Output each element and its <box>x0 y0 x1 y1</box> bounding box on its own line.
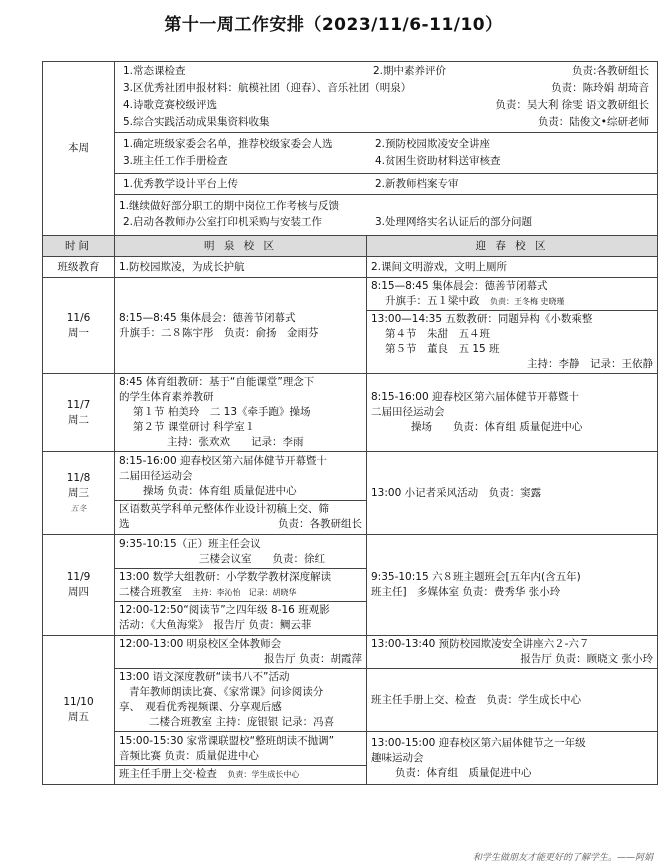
tue-mq-line5: 主持：张欢欢 记录：李雨 <box>167 436 304 448</box>
fri-mq1-line2: 报告厅 负责：胡霞萍 <box>264 653 362 665</box>
class-edu-b: 2.课间文明游戏，文明上厕所 <box>367 257 658 278</box>
tw3-b: 2.新教师档案专审 <box>375 177 459 190</box>
fri-yc1-line1: 13:00-13:40 预防校园欺凌安全讲座六２-六７ <box>371 638 590 650</box>
friday-row-1 <box>43 636 658 669</box>
this-week-block-2 <box>115 133 658 174</box>
tue-mq-line3: 第１节 柏美玲 二 13《牵手跑》操场 <box>133 406 311 418</box>
mon-yc1-owner: 负责：王冬梅 史晓瑾 <box>490 297 565 306</box>
mon-yc2-line2: 第４节 朱甜 五４班 <box>385 328 490 340</box>
tuesday-row <box>43 374 658 452</box>
monday-yingchun <box>367 278 658 374</box>
wednesday-handwritten-note: 五冬 <box>70 503 87 513</box>
monday-date: 11/6 <box>66 311 91 324</box>
tw-item-2-owner: 负责:各教研组长 <box>571 65 650 77</box>
thu-mq1-line2: 三楼会议室 负责：徐红 <box>199 553 325 565</box>
thu-mq2-line2: 二楼合班教室 <box>119 586 182 598</box>
campus-header-row <box>43 236 658 257</box>
tuesday-mingquan <box>115 374 367 452</box>
tue-mq-line1: 8:45 体育组教研：基于“自能课堂”理念下 <box>119 376 315 388</box>
thu-yc-line1: 9:35-10:15 六８班主题班会[五年内(含五年) <box>371 571 581 583</box>
fri-yc3-line2: 趣味运动会 <box>371 751 424 764</box>
tw2-a: 1.确定班级家委会名单，推荐校级家委会人选 <box>123 138 333 150</box>
wed-mq1-line1: 8:15-16:00 迎春校区第六届体健节开幕暨十 <box>119 455 327 467</box>
this-week-row-3 <box>43 174 658 195</box>
thu-yc-line2: 班主任] 多媒体室 负责：费秀华 张小玲 <box>371 586 561 598</box>
this-week-block-4 <box>115 195 658 236</box>
tw-item-4-owner: 负责：吴大利 徐雯 语文教研组长 <box>495 99 650 111</box>
tw4-c: 3.处理网络实名认证后的部分问题 <box>375 216 533 228</box>
mon-yc2-line3: 第５节 董良 五 15 班 <box>385 343 500 355</box>
friday-date: 11/10 <box>63 696 94 708</box>
thursday-mingquan <box>115 535 367 636</box>
wednesday-mingquan <box>115 452 367 535</box>
tue-yc-line3: 操场 负责：体育组 质量促进中心 <box>411 421 583 433</box>
wednesday-date: 11/8 <box>66 471 91 484</box>
friday-cell <box>43 636 115 785</box>
tw-item-2: 2.期中素养评价 <box>373 65 447 77</box>
this-week-row-2 <box>43 133 658 174</box>
monday-mingquan <box>115 278 367 374</box>
this-week-block-1 <box>115 62 658 133</box>
friday-yingchun-1 <box>367 636 658 669</box>
fri-mq1-line1: 12:00-13:00 明泉校区全体教师会 <box>119 638 282 650</box>
fri-mq3-line1: 15:00-15:30 家常课联盟校“整班朗读不抛调” <box>119 735 335 747</box>
wed-yc: 13:00 小记者采风活动 负责：窦露 <box>371 486 542 499</box>
this-week-row-1 <box>43 62 658 133</box>
thu-mq3-line2: 活动：《大鱼海棠》 报告厅 负责：鲷云菲 <box>119 619 312 631</box>
mon-yc2-line4: 主持：李静 记录：王依静 <box>527 358 654 370</box>
monday-row <box>43 278 658 374</box>
fri-mq3-line2: 音频比赛 负责：质量促进中心 <box>119 750 259 762</box>
friday-mingquan-1 <box>115 636 367 669</box>
tw2-b: 2.预防校园欺凌安全讲座 <box>375 138 491 150</box>
header-time: 时间 <box>43 236 115 257</box>
tw-item-1: 1.常态课检查 <box>123 65 186 77</box>
wednesday-weekday: 周三 <box>68 486 89 499</box>
monday-cell <box>43 278 115 374</box>
thu-mq1-line1: 9:35-10:15（正）班主任会议 <box>119 538 261 550</box>
header-yingchun: 迎 春 校 区 <box>367 236 658 257</box>
wednesday-row <box>43 452 658 535</box>
tuesday-cell <box>43 374 115 452</box>
mon-yc2-line1: 13:00—14:35 五数教研：同题异构《小数乘整 <box>371 313 593 325</box>
thursday-date: 11/9 <box>66 571 91 583</box>
fri-yc2: 班主任手册上交、检查 负责：学生成长中心 <box>371 693 581 706</box>
tw-item-5-owner: 负责：陆俊文•综研老师 <box>537 116 650 128</box>
tw2-d: 4.贫困生资助材料送审核查 <box>375 155 501 167</box>
friday-yingchun-2 <box>367 669 658 732</box>
friday-mingquan-3 <box>115 732 367 785</box>
tue-yc-line1: 8:15-16:00 迎春校区第六届体健节开幕暨十 <box>371 391 579 403</box>
friday-mingquan-2 <box>115 669 367 732</box>
fri-mq4-owner: 负责：学生成长中心 <box>227 770 300 779</box>
class-edu-row <box>43 257 658 278</box>
wed-mq1-line3: 操场 负责：体育组 质量促进中心 <box>143 485 297 497</box>
thu-mq2-line1: 13:00 数学大组教研：小学数学教材深度解读 <box>119 571 332 583</box>
class-edu-a: 1.防校园欺凌，为成长护航 <box>115 257 367 278</box>
tw4-a: 1.继续做好部分职工的期中岗位工作考核与反馈 <box>119 200 340 212</box>
fri-mq2-line1: 13:00 语文深度教研“读书八不”活动 <box>119 671 290 683</box>
thursday-weekday: 周四 <box>68 586 89 598</box>
tuesday-date: 11/7 <box>66 398 91 411</box>
fri-yc3-line3: 负责：体育组 质量促进中心 <box>395 766 532 779</box>
tw-item-4: 4.诗歌竞赛校级评选 <box>123 99 218 111</box>
friday-weekday: 周五 <box>68 711 89 723</box>
thursday-cell <box>43 535 115 636</box>
tw3-a: 1.优秀教学设计平台上传 <box>123 177 239 190</box>
tuesday-yingchun <box>367 374 658 452</box>
header-mingquan: 明 泉 校 区 <box>115 236 367 257</box>
tw-item-3: 3.区优秀社团申报材料：航模社团（迎春）、音乐社团（明泉） <box>123 82 412 94</box>
fri-mq4-line1: 班主任手册上交·检查 <box>119 768 217 780</box>
thursday-row <box>43 535 658 636</box>
tue-mq-line4: 第２节 课堂研讨 科学室１ <box>133 421 256 433</box>
wed-mq2-owner: 负责：各教研组长 <box>278 518 362 530</box>
friday-row-2 <box>43 669 658 732</box>
this-week-block-3 <box>115 174 658 195</box>
class-edu-label: 班级教育 <box>43 257 115 278</box>
wednesday-cell <box>43 452 115 535</box>
this-week-label: 本周 <box>43 62 115 236</box>
tw-item-3-owner: 负责：陈玲娟 胡琦音 <box>551 82 650 94</box>
fri-mq2-line3: 享、 观看优秀视频课、分享观后感 <box>119 701 282 713</box>
thursday-yingchun <box>367 535 658 636</box>
page-title: 第十一周工作安排（2023/11/6-11/10） <box>164 15 503 35</box>
friday-row-3 <box>43 732 658 785</box>
tuesday-weekday: 周二 <box>68 413 89 426</box>
wednesday-yingchun <box>367 452 658 535</box>
this-week-row-4 <box>43 195 658 236</box>
friday-yingchun-3 <box>367 732 658 785</box>
schedule-table <box>42 61 658 785</box>
mon-yc1-line2: 升旗手：五１梁中政 <box>385 295 480 307</box>
tue-yc-line2: 二届田径运动会 <box>371 406 445 418</box>
tw4-b: 2.启动各教师办公室打印机采购与安装工作 <box>123 216 323 228</box>
fri-yc1-line2: 报告厅 负责：顾晓文 张小玲 <box>520 653 654 665</box>
wed-mq2-line2: 选 <box>119 518 130 530</box>
mon-mq-line1: 8:15—8:45 集体晨会：德善节闭幕式 <box>119 311 296 324</box>
monday-weekday: 周一 <box>68 326 89 339</box>
tue-mq-line2: 的学生体育素养教研 <box>119 391 214 403</box>
tw2-c: 3.班主任工作手册检查 <box>123 155 228 167</box>
tw-item-5: 5.综合实践活动成果集资料收集 <box>123 116 270 128</box>
mon-yc1-line1: 8:15—8:45 集体晨会：德善节闭幕式 <box>371 280 548 292</box>
fri-mq2-line4: 二楼合班教室 主持：庞银银 记录：冯喜 <box>149 716 335 728</box>
wed-mq2-line1: 区语数英学科单元整体作业设计初稿上交、筛 <box>119 503 329 515</box>
thu-mq3-line1: 12:00-12:50“阅读节”之四年级 8-16 班观影 <box>119 604 330 616</box>
mon-mq-line2: 升旗手：二８陈宇彤 负责：俞扬 金雨芬 <box>119 326 319 339</box>
fri-yc3-line1: 13:00-15:00 迎春校区第六届体健节之一年级 <box>371 736 586 749</box>
thu-mq2-line2b: 主持：李沁怡 记录：胡晓华 <box>192 588 297 597</box>
wed-mq1-line2: 二届田径运动会 <box>119 470 193 482</box>
footer-quote: 和学生做朋友才能更好的了解学生。——阿娟 <box>472 853 653 863</box>
fri-mq2-line2: 青年教师朗读比赛、《家常课》问诊阅读分 <box>129 686 324 698</box>
